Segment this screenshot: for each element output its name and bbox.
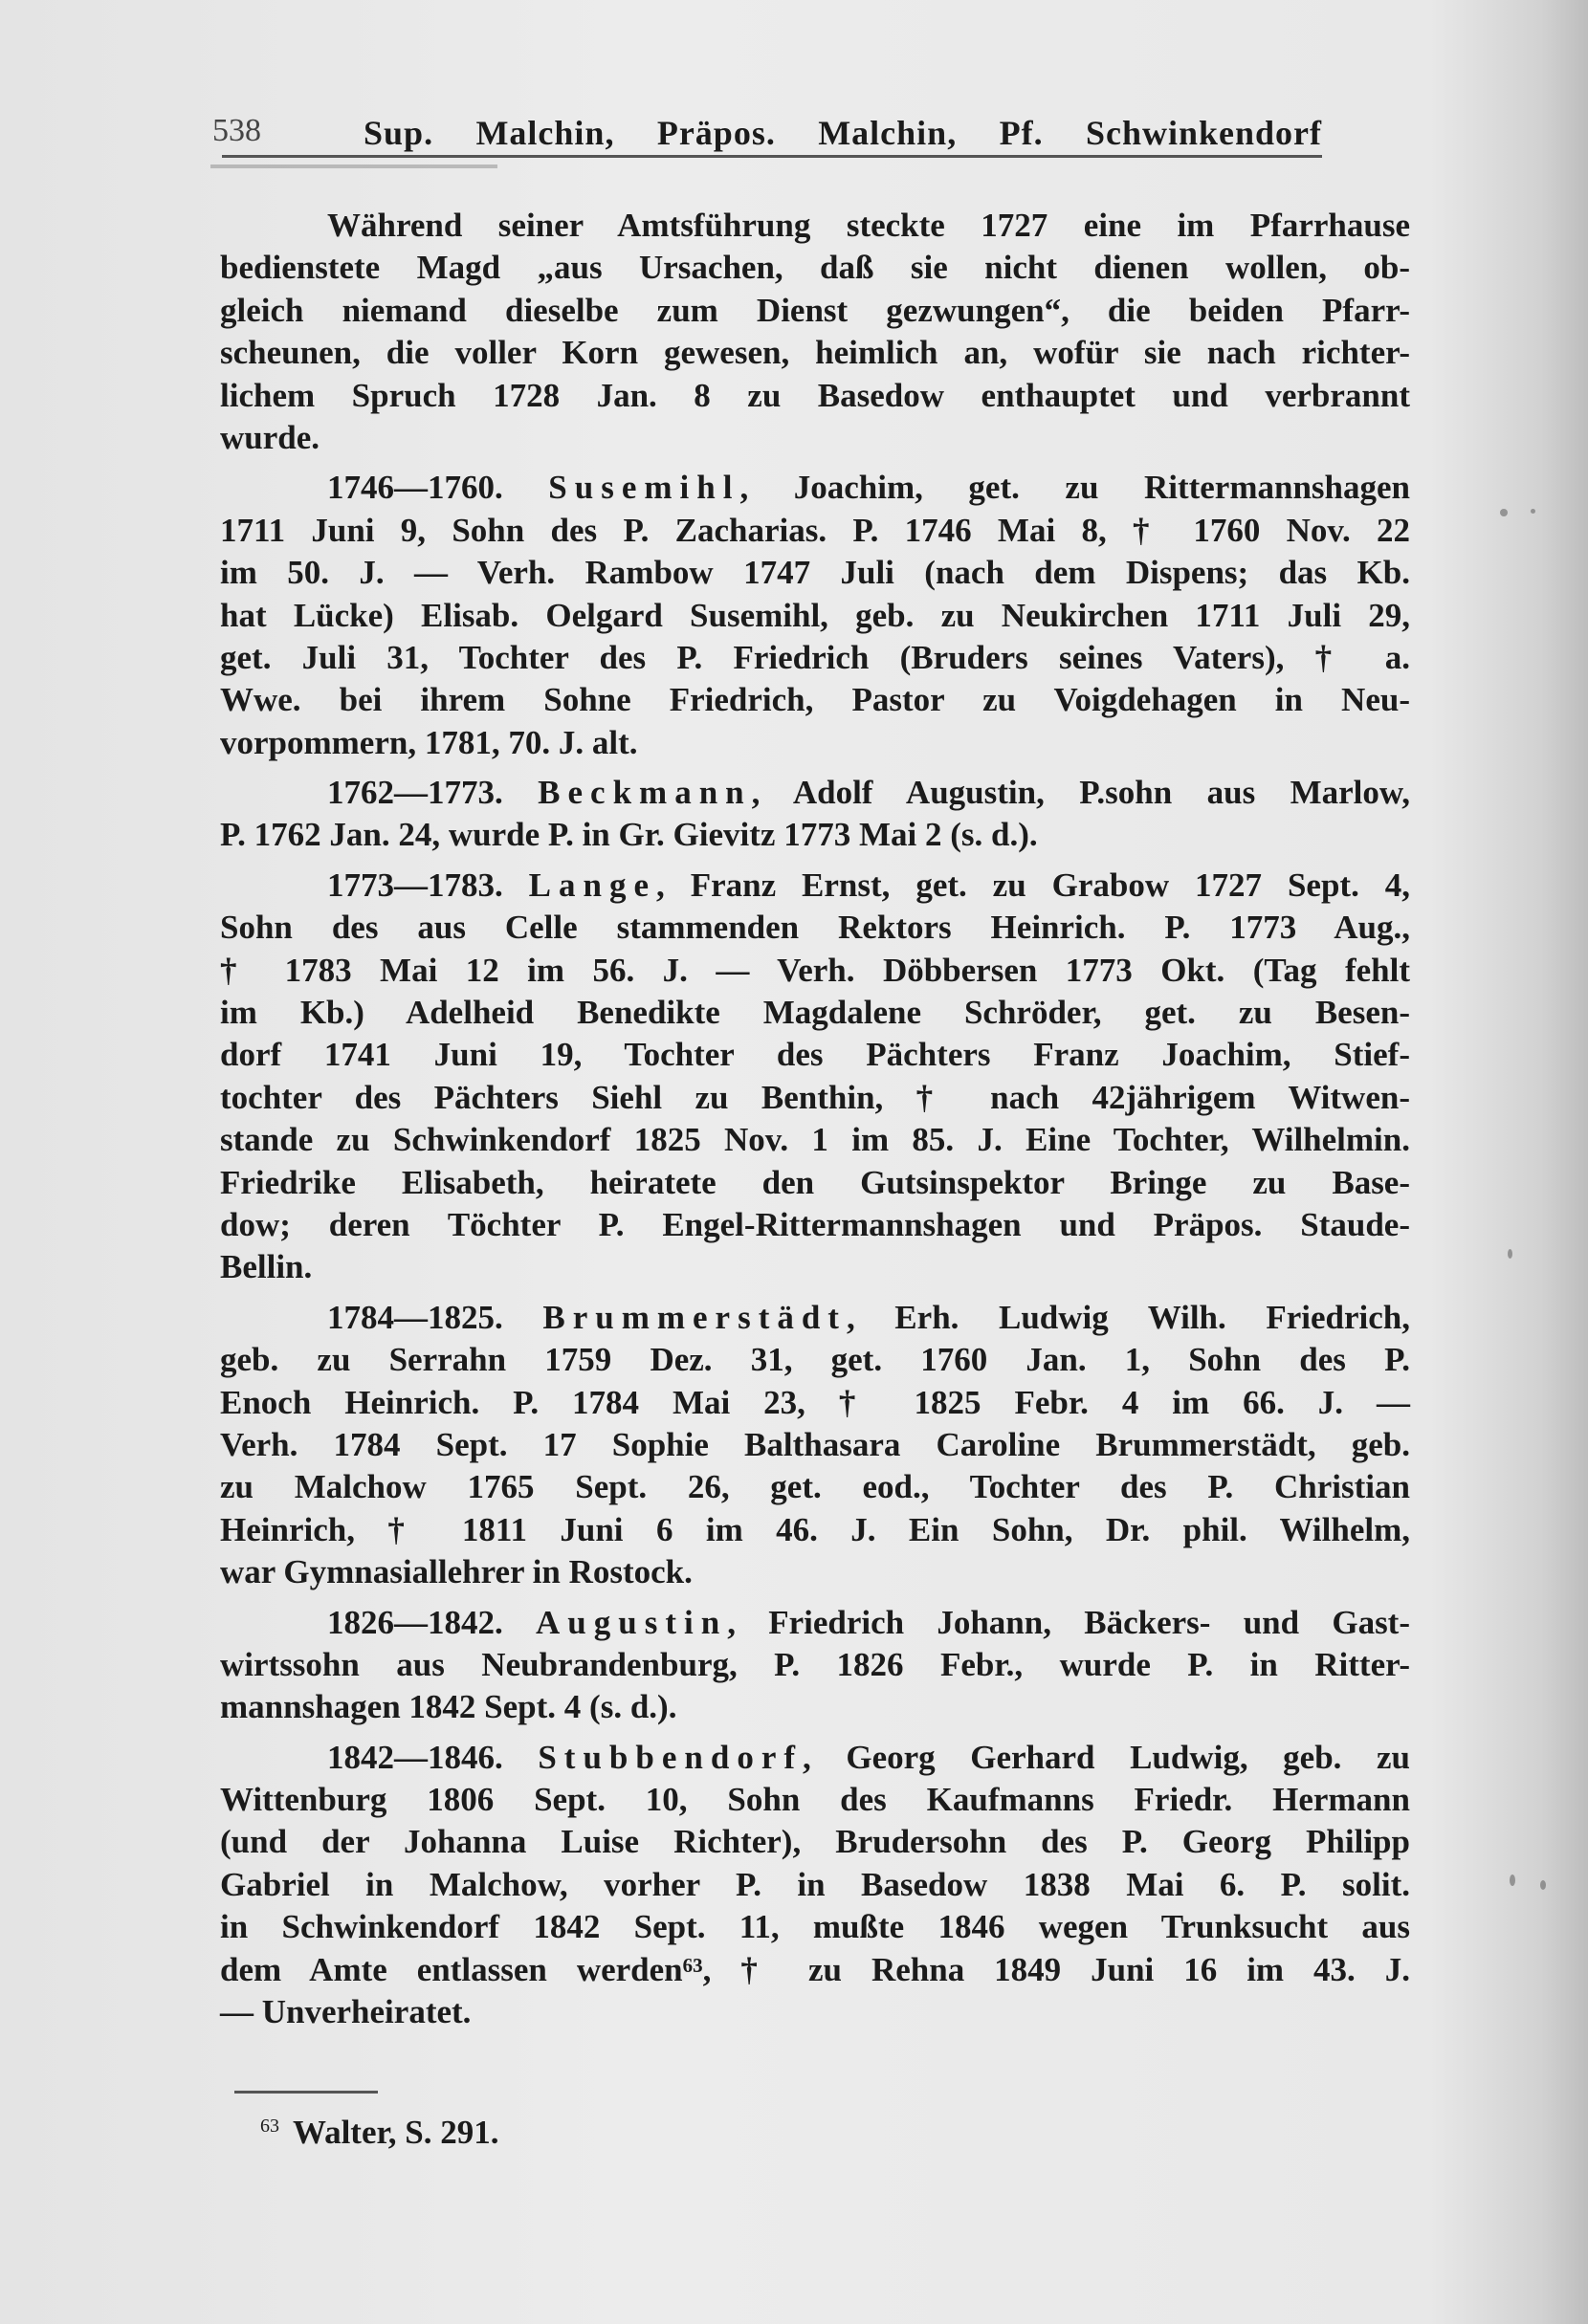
text-line: [220, 510, 1410, 552]
line-text: gleich niemand dieselbe zum Dienst gezwungen“, die beiden Pfarr-: [220, 291, 1410, 329]
text-line: [220, 1949, 1410, 1991]
page-number: 538: [212, 113, 261, 148]
text-line: [220, 865, 1410, 907]
text-line: [220, 1644, 1410, 1686]
line-text: , Erh. Ludwig Wilh. Friedrich,: [846, 1298, 1410, 1336]
line-text: 1711 Juni 9, Sohn des P. Zacharias. P. 1746 Mai 8, † 1760 Nov. 22: [220, 511, 1410, 549]
entry-years: 1773—1783.: [327, 866, 503, 904]
line-text: , Georg Gerhard Ludwig, geb. zu: [803, 1738, 1411, 1776]
text-line: [220, 814, 1410, 856]
footnote-number: 63: [260, 2116, 279, 2137]
line-text: bedienstete Magd „aus Ursachen, daß sie nicht dienen wollen, ob-: [220, 249, 1410, 287]
text-line: [220, 679, 1410, 721]
line-text: Friedrike Elisabeth, heiratete den Gutsinspektor Bringe zu Base-: [220, 1163, 1410, 1201]
line-text: war Gymnasiallehrer in Rostock.: [220, 1553, 693, 1591]
line-text: , Adolf Augustin, P.sohn aus Marlow,: [751, 774, 1411, 812]
paragraph: [220, 1737, 1410, 2034]
text-line: [220, 950, 1410, 992]
text-line: [220, 1077, 1410, 1119]
entry-years: 1784—1825.: [327, 1298, 503, 1336]
text-line: [220, 1119, 1410, 1161]
line-text: P. 1762 Jan. 24, wurde P. in Gr. Gievitz 1773 Mai 2 (s. d.).: [220, 816, 1038, 854]
line-text: wurde.: [220, 418, 320, 456]
pastor-name: Stubbendorf: [538, 1738, 804, 1776]
text-line: [220, 332, 1410, 374]
line-text: hat Lücke) Elisab. Oelgard Susemihl, geb. zu Neukirchen 1711 Juli 29,: [220, 596, 1410, 634]
text-line: [220, 247, 1410, 289]
text-line: [220, 375, 1410, 417]
line-text: im Kb.) Adelheid Benedikte Magdalene Schröder, get. zu Besen-: [220, 994, 1410, 1032]
paragraph: [220, 1297, 1410, 1594]
text-line: [220, 637, 1410, 679]
footnote: [260, 2114, 499, 2152]
text-line: [220, 722, 1410, 764]
text-line: [220, 1779, 1410, 1821]
pastor-name: Augustin: [536, 1603, 728, 1641]
text-line: [220, 552, 1410, 594]
line-text: tochter des Pächters Siehl zu Benthin, † nach 42jährigem Witwen-: [220, 1078, 1410, 1116]
paragraph: [220, 467, 1410, 764]
line-text: dem Amte entlassen werden⁶³, † zu Rehna 1849 Juni 16 im 43. J.: [220, 1950, 1410, 1988]
header-rule: [222, 155, 1322, 158]
text-line: [220, 1686, 1410, 1728]
page-body: [220, 205, 1410, 2033]
text-line: [220, 1424, 1410, 1466]
pastor-name: Lange: [528, 866, 657, 904]
line-text: stande zu Schwinkendorf 1825 Nov. 1 im 85. J. Eine Tochter, Wilhelmin.: [220, 1121, 1410, 1159]
text-line: [220, 467, 1410, 509]
line-text: , Franz Ernst, get. zu Grabow 1727 Sept. 4,: [656, 866, 1410, 904]
text-line: [220, 205, 1410, 247]
text-line: [220, 1906, 1410, 1948]
line-text: Gabriel in Malchow, vorher P. in Basedow 1838 Mai 6. P. solit.: [220, 1865, 1410, 1903]
line-text: † 1783 Mai 12 im 56. J. — Verh. Döbbersen 1773 Okt. (Tag fehlt: [220, 951, 1410, 989]
line-text: get. Juli 31, Tochter des P. Friedrich (Bruders seines Vaters), † a.: [220, 638, 1410, 676]
line-text: dorf 1741 Juni 19, Tochter des Pächters Franz Joachim, Stief-: [220, 1036, 1410, 1074]
line-text: Während seiner Amtsführung steckte 1727 eine im Pfarrhause: [327, 207, 1410, 244]
scan-smudge: [210, 164, 497, 168]
text-line: [220, 1864, 1410, 1906]
text-line: [220, 595, 1410, 637]
line-text: — Unverheiratet.: [220, 1993, 472, 2031]
entry-years: 1762—1773.: [327, 774, 503, 812]
text-line: [220, 1297, 1410, 1339]
paragraph: [220, 772, 1410, 857]
footnote-rule: [234, 2091, 378, 2094]
text-line: [220, 992, 1410, 1034]
line-text: vorpommern, 1781, 70. J. alt.: [220, 723, 638, 761]
line-text: lichem Spruch 1728 Jan. 8 zu Basedow enthauptet und verbrannt: [220, 376, 1410, 414]
paragraph: [220, 865, 1410, 1289]
paragraph: [220, 1602, 1410, 1729]
text-line: [220, 1821, 1410, 1863]
text-line: [220, 1551, 1410, 1593]
pastor-name: Brummerstädt: [542, 1298, 847, 1336]
text-line: [220, 1382, 1410, 1424]
pastor-name: Susemihl: [548, 469, 740, 507]
scan-speck: [1531, 509, 1535, 514]
text-line: [220, 1339, 1410, 1381]
page-header: [212, 113, 1322, 157]
line-text: Wittenburg 1806 Sept. 10, Sohn des Kaufmanns Friedr. Hermann: [220, 1781, 1410, 1819]
line-text: , Friedrich Johann, Bäckers- und Gast-: [727, 1603, 1410, 1641]
line-text: Verh. 1784 Sept. 17 Sophie Balthasara Caroline Brummerstädt, geb.: [220, 1425, 1410, 1463]
text-line: [220, 1162, 1410, 1204]
scan-speck: [1508, 1249, 1512, 1259]
line-text: , Joachim, get. zu Rittermannshagen: [739, 469, 1410, 507]
text-line: [220, 1602, 1410, 1644]
text-line: [220, 290, 1410, 332]
text-line: [220, 1204, 1410, 1246]
text-line: [220, 772, 1410, 814]
text-line: [220, 1246, 1410, 1288]
line-text: Sohn des aus Celle stammenden Rektors Heinrich. P. 1773 Aug.,: [220, 909, 1410, 947]
line-text: geb. zu Serrahn 1759 Dez. 31, get. 1760 Jan. 1, Sohn des P.: [220, 1341, 1410, 1379]
text-line: [220, 1466, 1410, 1508]
line-text: im 50. J. — Verh. Rambow 1747 Juli (nach dem Dispens; das Kb.: [220, 554, 1410, 592]
entry-years: 1826—1842.: [327, 1603, 503, 1641]
entry-years: 1746—1760.: [327, 469, 503, 507]
footnote-text: Walter, S. 291.: [293, 2114, 499, 2151]
scan-speck: [1540, 1880, 1546, 1890]
line-text: Enoch Heinrich. P. 1784 Mai 23, † 1825 Febr. 4 im 66. J. —: [220, 1383, 1410, 1421]
line-text: mannshagen 1842 Sept. 4 (s. d.).: [220, 1688, 677, 1726]
line-text: (und der Johanna Luise Richter), Brudersohn des P. Georg Philipp: [220, 1823, 1410, 1861]
line-text: Bellin.: [220, 1248, 313, 1286]
paragraph: [220, 205, 1410, 459]
line-text: in Schwinkendorf 1842 Sept. 11, mußte 1846 wegen Trunksucht aus: [220, 1908, 1410, 1946]
text-line: [220, 1737, 1410, 1779]
line-text: dow; deren Töchter P. Engel-Rittermannshagen und Präpos. Staude-: [220, 1205, 1410, 1243]
text-line: [220, 1034, 1410, 1076]
line-text: Heinrich, † 1811 Juni 6 im 46. J. Ein Sohn, Dr. phil. Wilhelm,: [220, 1510, 1410, 1548]
running-head: Sup. Malchin, Präpos. Malchin, Pf. Schwinkendorf: [364, 114, 1322, 152]
line-text: Wwe. bei ihrem Sohne Friedrich, Pastor zu Voigdehagen in Neu-: [220, 681, 1410, 719]
scan-speck: [1510, 1875, 1515, 1886]
entry-years: 1842—1846.: [327, 1738, 503, 1776]
line-text: scheunen, die voller Korn gewesen, heimlich an, wofür sie nach richter-: [220, 334, 1410, 372]
pastor-name: Beckmann: [538, 774, 752, 812]
scan-speck: [1500, 509, 1508, 516]
text-line: [220, 1991, 1410, 2033]
text-line: [220, 417, 1410, 459]
text-line: [220, 907, 1410, 949]
line-text: wirtssohn aus Neubrandenburg, P. 1826 Febr., wurde P. in Ritter-: [220, 1645, 1410, 1683]
line-text: zu Malchow 1765 Sept. 26, get. eod., Tochter des P. Christian: [220, 1468, 1410, 1506]
text-line: [220, 1509, 1410, 1551]
